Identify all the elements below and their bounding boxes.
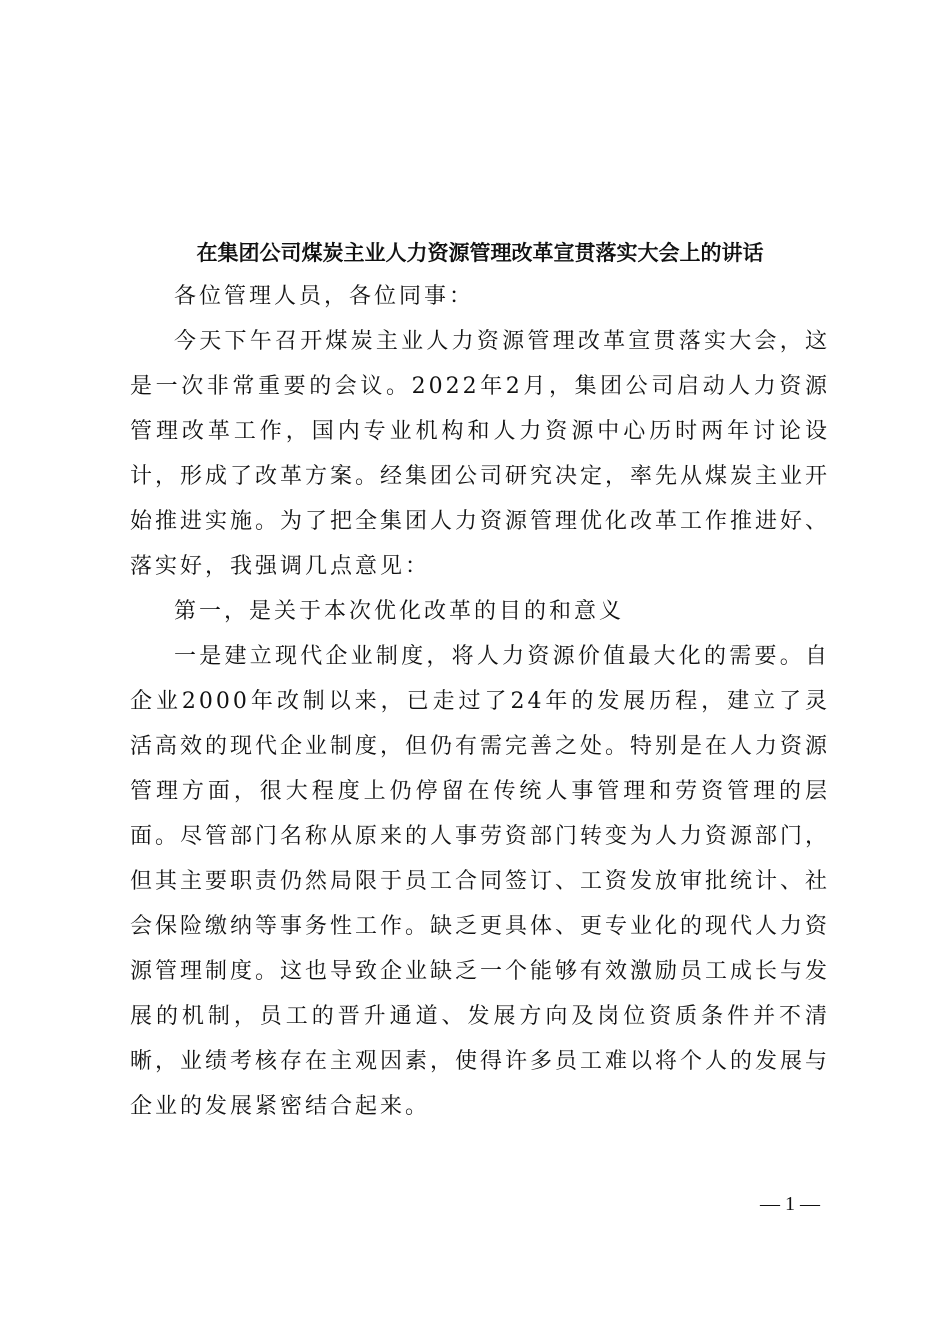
document-body bbox=[130, 232, 830, 1129]
paragraph-intro: 今天下午召开煤炭主业人力资源管理改革宣贯落实大会，这是一次非常重要的会议。2022年2月，集团公司启动人力资源管理改革工作，国内专业机构和人力资源中心历时两年讨论设计，形成了改革方案。经集团公司研究决定，率先从煤炭主业开始推进实施。为了把全集团人力资源管理优化改革工作推进好、落实好，我强调几点意见： bbox=[130, 329, 831, 579]
document-title: 在集团公司煤炭主业人力资源管理改革宣贯落实大会上的讲话 bbox=[196, 240, 764, 265]
salutation: 各位管理人员，各位同事： bbox=[174, 284, 475, 309]
page-number: — 1 — bbox=[760, 1193, 820, 1215]
section-heading-first: 第一，是关于本次优化改革的目的和意义 bbox=[174, 599, 625, 624]
paragraph-first-point: 一是建立现代企业制度，将人力资源价值最大化的需要。自企业2000年改制以来，已走过了24年的发展历程，建立了灵活高效的现代企业制度，但仍有需完善之处。特别是在人力资源管理方面，很大程度上仍停留在传统人事管理和劳资管理的层面。尽管部门名称从原来的人事劳资部门转变为人力资源部门，但其主要职责仍然局限于员工合同签订、工资发放审批统计、社会保险缴纳等事务性工作。缺乏更具体、更专业化的现代人力资源管理制度。这也导致企业缺乏一个能够有效激励员工成长与发展的机制，员工的晋升通道、发展方向及岗位资质条件并不清晰，业绩考核存在主观因素，使得许多员工难以将个人的发展与企业的发展紧密结合起来。 bbox=[130, 644, 831, 1119]
